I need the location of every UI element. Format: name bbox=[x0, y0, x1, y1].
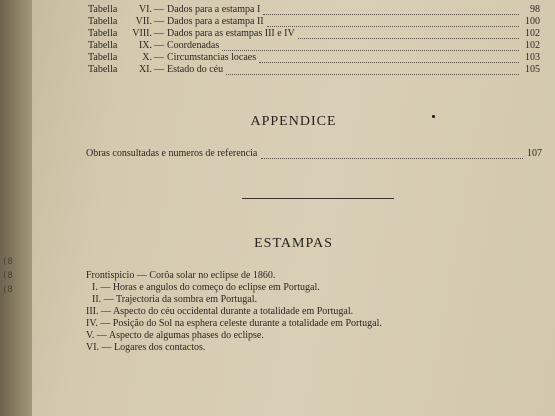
table-label: Tabella bbox=[88, 40, 118, 51]
table-title: Estado do céu bbox=[167, 64, 224, 75]
table-label: Tabella bbox=[88, 52, 118, 63]
plates-heading: ESTAMPAS bbox=[254, 236, 333, 251]
page-number: 98 bbox=[530, 4, 540, 15]
spine-mark: (8 bbox=[2, 285, 13, 295]
table-numeral: VIII. bbox=[132, 28, 152, 39]
plates-list bbox=[86, 270, 382, 354]
table-title: Coordenadas bbox=[167, 40, 220, 51]
spine-marks bbox=[2, 255, 22, 315]
plate-item: V. — Aspecto de algumas phases do eclipse. bbox=[86, 330, 264, 341]
table-title: Circumstancias locaes bbox=[167, 52, 257, 63]
page-number: 105 bbox=[525, 64, 540, 75]
book-spine bbox=[0, 0, 32, 416]
dash: — bbox=[154, 64, 164, 75]
ink-speck bbox=[432, 115, 435, 118]
plate-item: III. — Aspecto do céu occidental durante a totalidade em Portugal. bbox=[86, 306, 354, 317]
table-title: Dados para a estampa I bbox=[167, 4, 261, 15]
table-row bbox=[88, 16, 540, 28]
appendix-entry bbox=[86, 148, 542, 161]
table-label: Tabella bbox=[88, 28, 118, 39]
page-number: 102 bbox=[525, 28, 540, 39]
page-number: 107 bbox=[527, 148, 542, 159]
plate-item: IV. — Posição do Sol na esphera celeste durante a totalidade em Portugal. bbox=[86, 318, 382, 329]
plate-item: II. — Trajectoria da sombra em Portugal. bbox=[92, 294, 257, 305]
dash: — bbox=[154, 40, 164, 51]
spine-mark: (8 bbox=[2, 271, 13, 281]
section-divider bbox=[242, 198, 394, 199]
spine-mark: (8 bbox=[2, 257, 13, 267]
dot-leader bbox=[222, 42, 519, 51]
table-row bbox=[88, 52, 540, 64]
table-numeral: X. bbox=[142, 52, 152, 63]
appendix-heading: APPENDICE bbox=[250, 114, 337, 129]
dash: — bbox=[154, 4, 164, 15]
appendix-entry-title: Obras consultadas e numeros de referencia bbox=[86, 148, 258, 159]
table-numeral: VII. bbox=[135, 16, 152, 27]
dot-leader bbox=[263, 6, 519, 15]
table-label: Tabella bbox=[88, 16, 118, 27]
book-page bbox=[32, 0, 555, 416]
page-number: 102 bbox=[525, 40, 540, 51]
page-number: 100 bbox=[525, 16, 540, 27]
dash: — bbox=[154, 28, 164, 39]
table-label: Tabella bbox=[88, 64, 118, 75]
plate-item: VI. — Logares dos contactos. bbox=[86, 342, 206, 353]
plate-item: Frontispicio — Corôa solar no eclipse de 1860. bbox=[86, 270, 276, 281]
table-row bbox=[88, 40, 540, 52]
table-row bbox=[88, 28, 540, 40]
dot-leader bbox=[261, 150, 523, 159]
dot-leader bbox=[298, 30, 519, 39]
plate-item: I. — Horas e angulos do começo do eclipse em Portugal. bbox=[92, 282, 320, 293]
dot-leader bbox=[226, 66, 519, 75]
table-title: Dados para a estampa II bbox=[167, 16, 264, 27]
table-numeral: XI. bbox=[138, 64, 152, 75]
dash: — bbox=[154, 16, 164, 27]
table-label: Tabella bbox=[88, 4, 118, 15]
table-row bbox=[88, 4, 540, 16]
table-row bbox=[88, 64, 540, 76]
table-title: Dados para as estampas III e IV bbox=[167, 28, 295, 39]
dash: — bbox=[154, 52, 164, 63]
dot-leader bbox=[259, 54, 519, 63]
table-numeral: VI. bbox=[138, 4, 152, 15]
table-numeral: IX. bbox=[138, 40, 152, 51]
page-number: 103 bbox=[525, 52, 540, 63]
dot-leader bbox=[267, 18, 519, 27]
